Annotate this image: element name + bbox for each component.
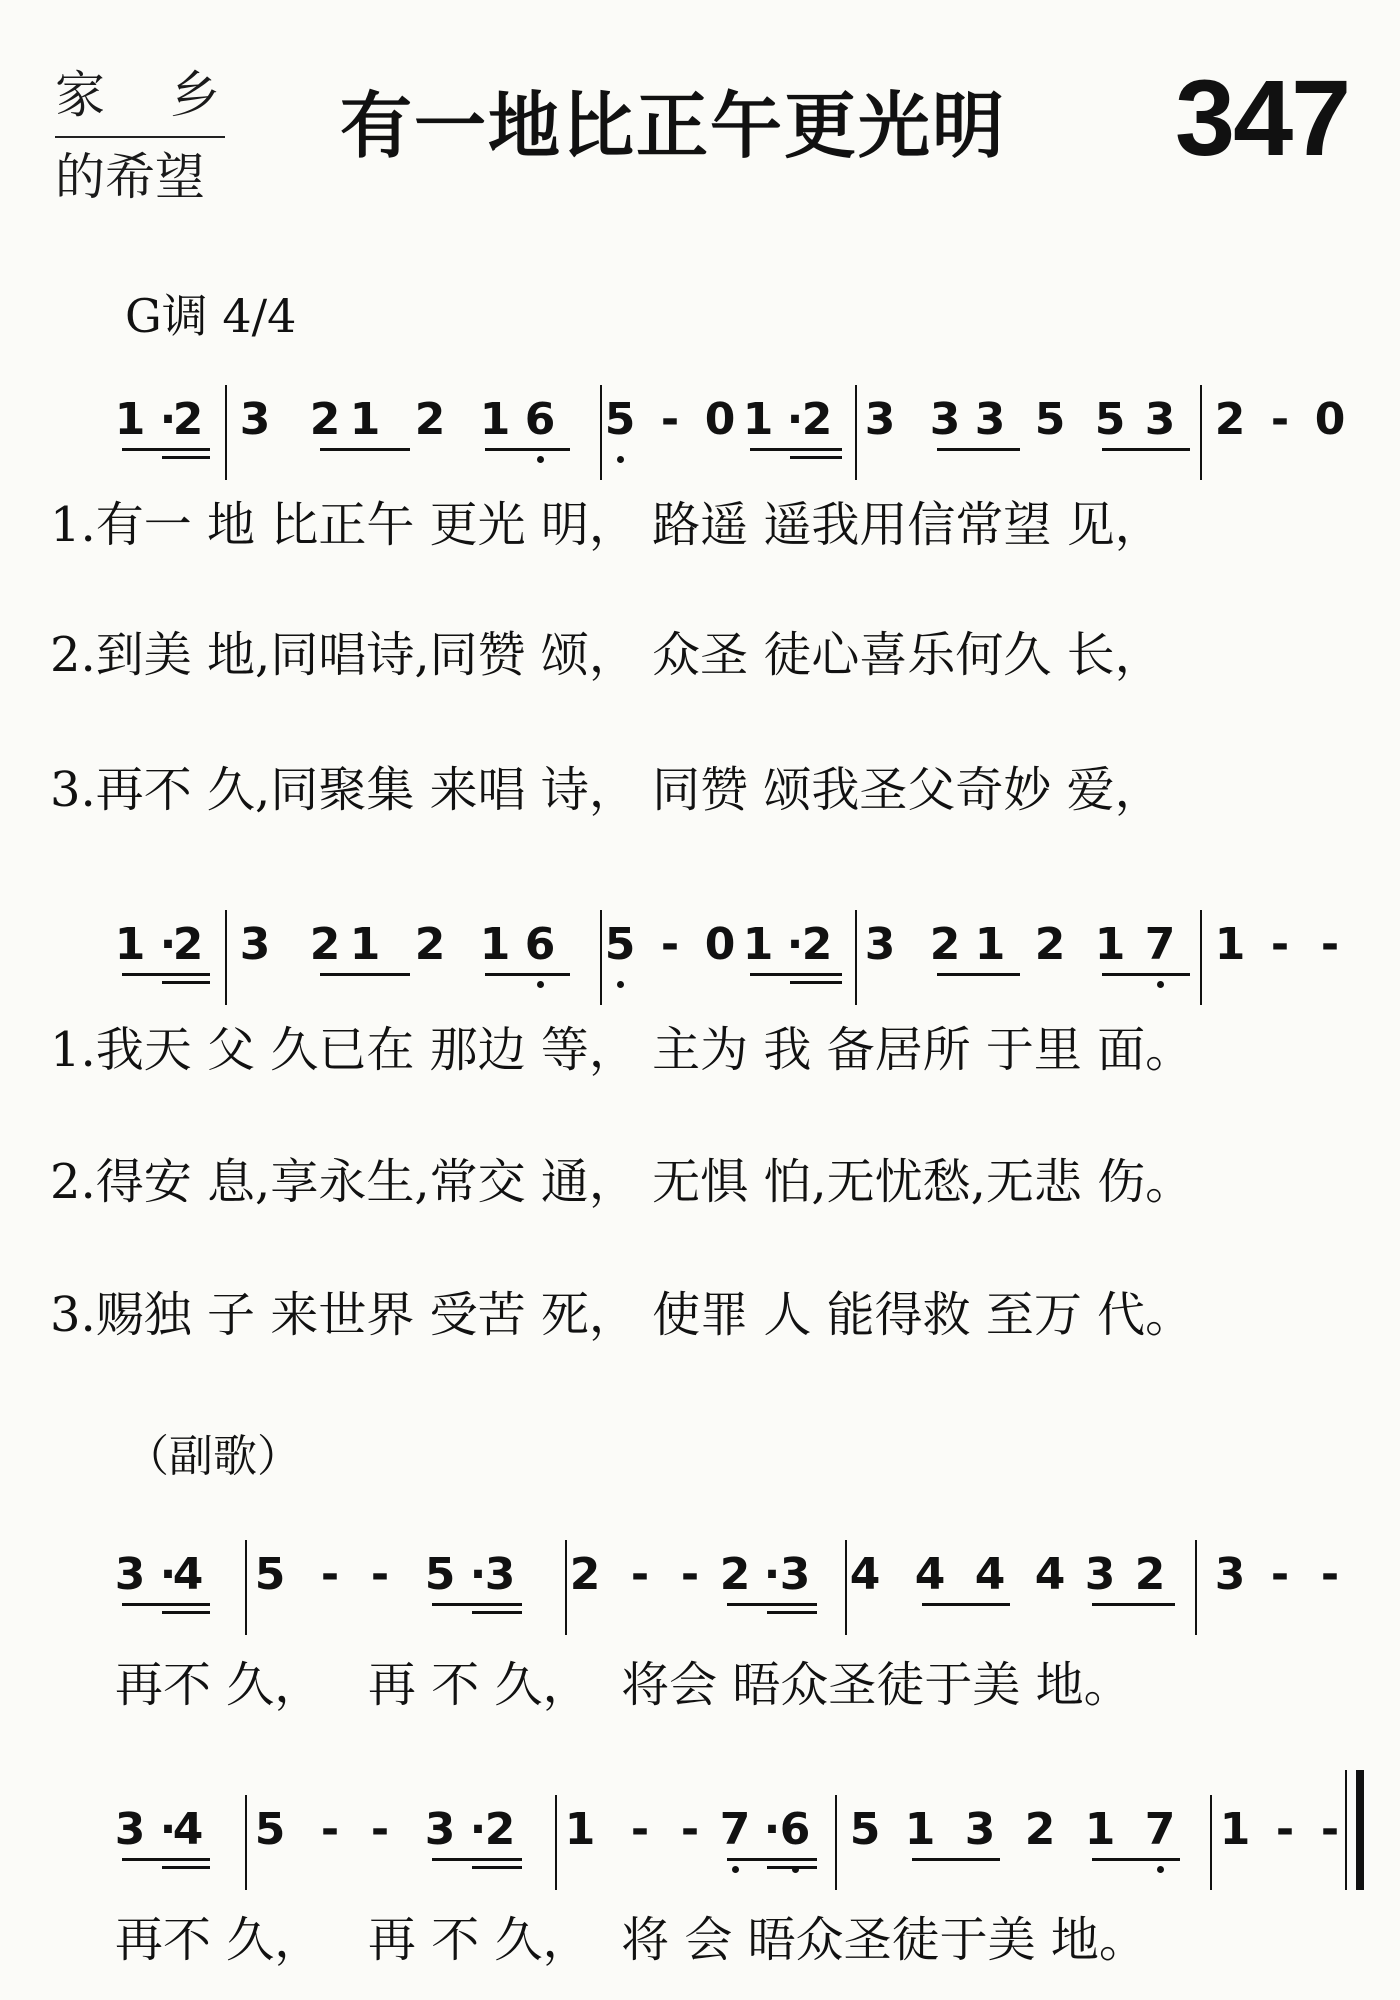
beam-underline [1092,1603,1175,1606]
verse-1-lyric-a: 1.有一 地 比正午 更光 明， 路遥 遥我用信常望 见， [50,497,1163,553]
note: 1 [479,394,511,445]
sustain-dash: - [1275,1804,1295,1855]
bar-line [225,910,227,1005]
bar-line [600,910,602,1005]
category-subtitle: 的希望 [55,148,205,206]
sustain-dash: - [320,1804,340,1855]
note: 6 [523,390,557,450]
beam-underline [912,1858,1000,1861]
augmentation-dot: · [786,394,804,445]
notation-row-4 [0,1800,1400,1900]
note: 2 [1134,1549,1166,1600]
augmentation-dot: · [159,394,177,445]
bar-line [1210,1795,1212,1890]
note: 4 [172,1549,204,1600]
bar-line [1200,910,1202,1005]
bar-line [600,385,602,480]
note: 3 [239,394,271,445]
note: 2 [569,1549,601,1600]
beam-underline-second [162,981,210,984]
sustain-dash: - [1270,919,1290,970]
low-octave-dot [617,456,624,463]
low-octave-dot [732,1866,739,1873]
sustain-dash: - [630,1804,650,1855]
augmentation-dot: · [159,1549,177,1600]
verse-3-lyric-b: 3.赐独 子 来世界 受苦 死， 使罪 人 能得救 至万 代。 [50,1287,1194,1343]
beam-underline [122,973,210,976]
beam-underline-second [472,1611,522,1614]
note: 2 [801,394,833,445]
beam-underline [750,448,842,451]
beam-underline-second [162,456,210,459]
beam-underline [122,1603,210,1606]
sustain-dash: - [370,1804,390,1855]
note: 5 [254,1549,286,1600]
beam-underline [727,1858,817,1861]
note: 0 [704,394,736,445]
note: 6 [523,915,557,975]
low-octave-dot [1157,1866,1164,1873]
note: 5 [603,390,637,450]
note: 2 [309,394,341,445]
note: 3 [484,1549,516,1600]
note: 1 [974,919,1006,970]
beam-underline [122,448,210,451]
verse-2-lyric-b: 2.得安 息,享永生,常交 通， 无惧 怕,无忧愁,无悲 伤。 [50,1154,1194,1210]
sustain-dash: - [1320,1804,1340,1855]
augmentation-dot: · [786,919,804,970]
category-label [55,60,235,212]
beam-underline [432,1603,522,1606]
note: 3 [864,394,896,445]
note: 5 [254,1804,286,1855]
beam-underline [485,448,570,451]
beam-underline [122,1858,210,1861]
beam-underline-second [472,1866,522,1869]
notation-row-1 [0,390,1400,490]
beam-underline [320,973,410,976]
category-char-2: 乡 [170,66,220,124]
note: 4 [172,1804,204,1855]
note: 1 [349,919,381,970]
note: 1 [479,919,511,970]
note: 3 [424,1804,456,1855]
note: 3 [964,1804,996,1855]
sustain-dash: - [1320,919,1340,970]
note: 0 [1314,394,1346,445]
sustain-dash: - [1320,1549,1340,1600]
note: 1 [349,394,381,445]
sustain-dash: - [370,1549,390,1600]
note: 5 [1034,394,1066,445]
note: 1 [1219,1804,1251,1855]
bar-line [855,385,857,480]
beam-underline [727,1603,817,1606]
note: 2 [801,919,833,970]
note: 2 [929,919,961,970]
note: 4 [1034,1549,1066,1600]
low-octave-dot [1157,981,1164,988]
sustain-dash: - [320,1549,340,1600]
note: 0 [704,919,736,970]
note: 2 [1024,1804,1056,1855]
sustain-dash: - [680,1804,700,1855]
note: 1 [1094,919,1126,970]
beam-underline-second [790,981,842,984]
note: 3 [779,1549,811,1600]
note: 1 [564,1804,596,1855]
note: 4 [849,1549,881,1600]
beam-underline [1102,973,1190,976]
sustain-dash: - [660,919,680,970]
chorus-lyric-1: 再不 久， 再 不 久， 将会 晤众圣徒于美 地。 [115,1657,1132,1713]
bar-line [1200,385,1202,480]
beam-underline-second [162,1866,210,1869]
augmentation-dot: · [763,1804,781,1855]
note: 6 [778,1800,812,1860]
low-octave-dot [617,981,624,988]
beam-underline [937,448,1020,451]
beam-underline [1102,448,1190,451]
note: 2 [172,919,204,970]
note: 1 [1214,919,1246,970]
bar-line [855,910,857,1005]
note: 7 [1143,1800,1177,1860]
key-signature: G调 4/4 [125,289,297,343]
bar-line [835,1795,837,1890]
note: 2 [1034,919,1066,970]
augmentation-dot: · [159,1804,177,1855]
note: 3 [974,394,1006,445]
augmentation-dot: · [469,1804,487,1855]
note: 3 [239,919,271,970]
beam-underline [922,1603,1010,1606]
sustain-dash: - [680,1549,700,1600]
final-bar-thin [1345,1770,1347,1890]
note: 1 [742,394,774,445]
note: 1 [742,919,774,970]
verse-2-lyric-a: 2.到美 地,同唱诗,同赞 颂， 众圣 徒心喜乐何久 长， [50,627,1163,683]
note: 4 [974,1549,1006,1600]
note: 5 [424,1549,456,1600]
hymn-title: 有一地比正午更光明 [340,84,1007,168]
note: 7 [718,1800,752,1860]
note: 5 [1094,394,1126,445]
note: 3 [114,1549,146,1600]
note: 2 [309,919,341,970]
note: 2 [414,394,446,445]
note: 3 [114,1804,146,1855]
beam-underline [937,973,1020,976]
beam-underline [320,448,410,451]
note: 3 [929,394,961,445]
beam-underline [485,973,570,976]
beam-underline-second [162,1611,210,1614]
chorus-label: （副歌） [125,1431,301,1482]
note: 2 [484,1804,516,1855]
note: 5 [603,915,637,975]
bar-line [225,385,227,480]
sustain-dash: - [660,394,680,445]
note: 3 [864,919,896,970]
low-octave-dot [537,981,544,988]
bar-line [555,1795,557,1890]
note: 5 [849,1804,881,1855]
final-bar-thick [1356,1770,1364,1890]
note: 1 [114,394,146,445]
category-char-1: 家 [55,66,105,124]
sustain-dash: - [1270,394,1290,445]
augmentation-dot: · [159,919,177,970]
note: 1 [114,919,146,970]
notation-row-2 [0,915,1400,1015]
sustain-dash: - [630,1549,650,1600]
bar-line [245,1795,247,1890]
bar-line [1195,1540,1197,1635]
augmentation-dot: · [763,1549,781,1600]
category-rule [55,136,225,138]
note: 2 [414,919,446,970]
low-octave-dot [537,456,544,463]
note: 3 [1214,1549,1246,1600]
note: 7 [1143,915,1177,975]
note: 1 [904,1804,936,1855]
beam-underline-second [767,1866,817,1869]
sustain-dash: - [1270,1549,1290,1600]
note: 2 [172,394,204,445]
note: 3 [1084,1549,1116,1600]
chorus-lyric-2: 再不 久， 再 不 久， 将 会 晤众圣徒于美 地。 [115,1912,1147,1968]
note: 3 [1144,394,1176,445]
hymn-number: 347 [1175,57,1350,178]
verse-1-lyric-b: 1.我天 父 久已在 那边 等， 主为 我 备居所 于里 面。 [50,1022,1194,1078]
beam-underline [750,973,842,976]
verse-3-lyric-a: 3.再不 久,同聚集 来唱 诗， 同赞 颂我圣父奇妙 爱， [50,762,1163,818]
bar-line [565,1540,567,1635]
note: 1 [1084,1804,1116,1855]
bar-line [245,1540,247,1635]
note: 4 [914,1549,946,1600]
beam-underline [432,1858,522,1861]
beam-underline-second [767,1611,817,1614]
notation-row-3 [0,1545,1400,1645]
note: 2 [1214,394,1246,445]
beam-underline [1092,1858,1180,1861]
beam-underline-second [790,456,842,459]
augmentation-dot: · [469,1549,487,1600]
note: 2 [719,1549,751,1600]
bar-line [845,1540,847,1635]
